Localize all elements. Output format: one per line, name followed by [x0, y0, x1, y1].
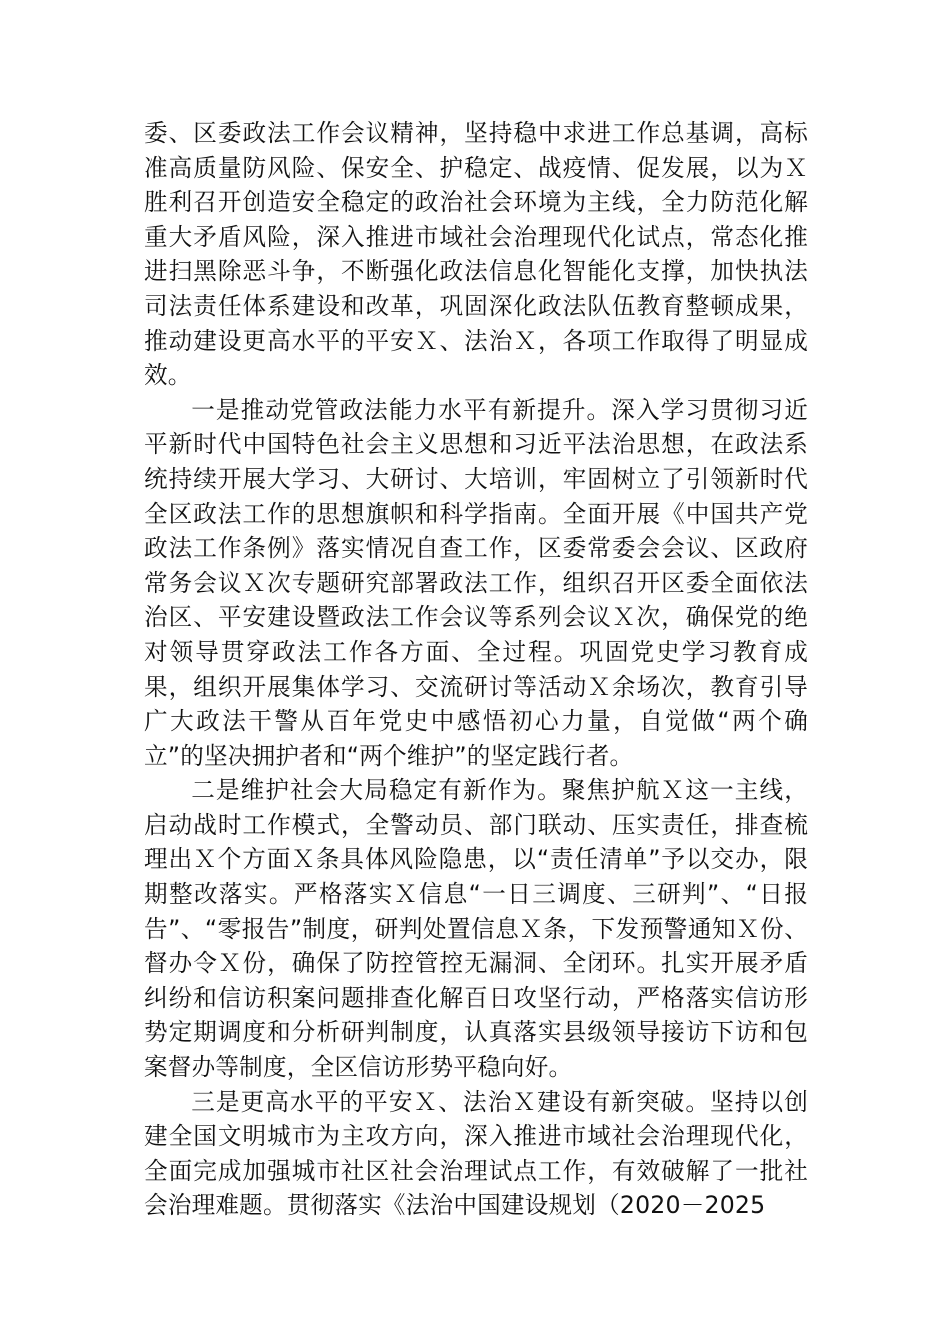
paragraph-point-three: 三是更高水平的平安Ｘ、法治Ｘ建设有新突破。坚持以创建全国文明城市为主攻方向，深入推进市域社会治理现代化，全面完成加强城市社区社会治理试点工作，有效破解了一批社会治理难题。贯彻落实《法治中国建设规划（2020－2025	[144, 1087, 808, 1220]
document-body	[144, 116, 808, 1223]
paragraph-intro: 委、区委政法工作会议精神，坚持稳中求进工作总基调，高标准高质量防风险、保安全、护稳定、战疫情、促发展，以为Ｘ胜利召开创造安全稳定的政治社会环境为主线，全力防范化解重大矛盾风险，深入推进市域社会治理现代化试点，常态化推进扫黑除恶斗争，不断强化政法信息化智能化支撑，加快执法司法责任体系建设和改革，巩固深化政法队伍教育整顿成果，推动建设更高水平的平安Ｘ、法治Ｘ，各项工作取得了明显成效。	[144, 119, 808, 390]
paragraph-point-one: 一是推动党管政法能力水平有新提升。深入学习贯彻习近平新时代中国特色社会主义思想和习近平法治思想，在政法系统持续开展大学习、大研讨、大培训，牢固树立了引领新时代全区政法工作的思想旗帜和科学指南。全面开展《中国共产党政法工作条例》落实情况自查工作，区委常委会会议、区政府常务会议Ｘ次专题研究部署政法工作，组织召开区委全面依法治区、平安建设暨政法工作会议等系列会议Ｘ次，确保党的绝对领导贯穿政法工作各方面、全过程。巩固党史学习教育成果，组织开展集体学习、交流研讨等活动Ｘ余场次，教育引导广大政法干警从百年党史中感悟初心力量，自觉做“两个确立”的坚决拥护者和“两个维护”的坚定践行者。	[144, 395, 808, 770]
paragraph-point-two: 二是维护社会大局稳定有新作为。聚焦护航Ｘ这一主线，启动战时工作模式，全警动员、部门联动、压实责任，排查梳理出Ｘ个方面Ｘ条具体风险隐患，以“责任清单”予以交办，限期整改落实。严格落实Ｘ信息“一日三调度、三研判”、“日报告”、“零报告”制度，研判处置信息Ｘ条，下发预警通知Ｘ份、督办令Ｘ份，确保了防控管控无漏洞、全闭环。扎实开展矛盾纠纷和信访积案问题排查化解百日攻坚行动，严格落实信访形势定期调度和分析研判制度，认真落实县级领导接访下访和包案督办等制度，全区信访形势平稳向好。	[144, 776, 808, 1082]
